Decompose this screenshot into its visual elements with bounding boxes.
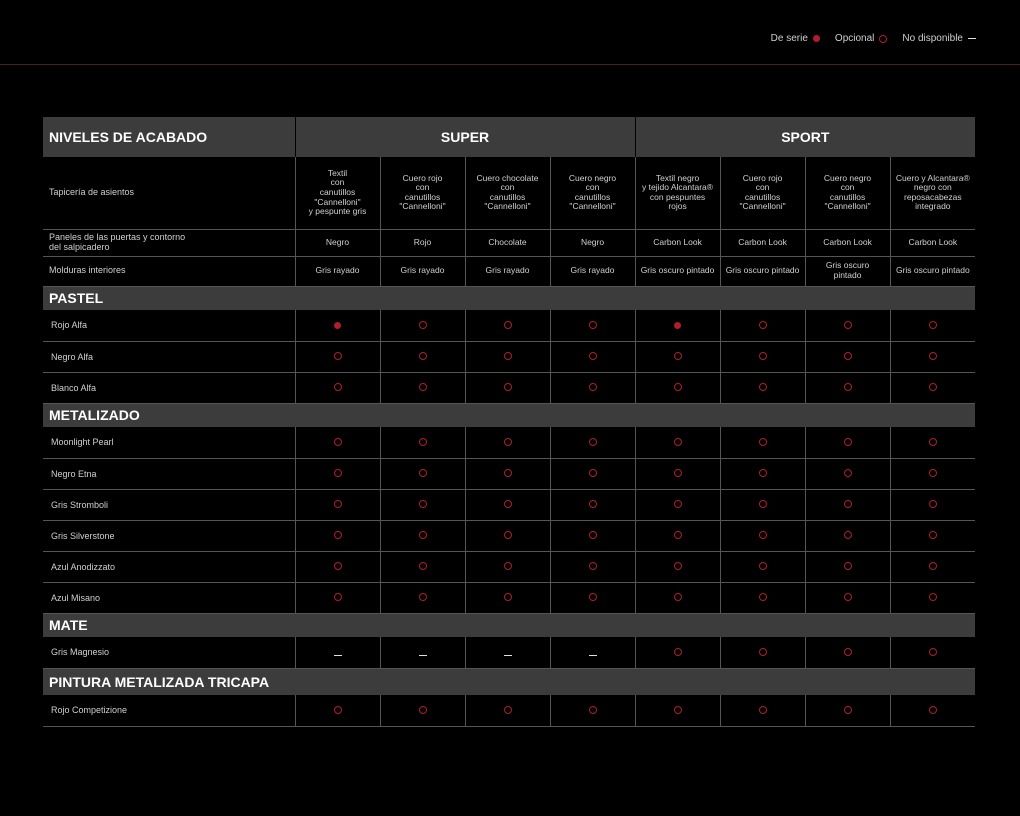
availability-cell <box>890 310 975 341</box>
attribute-value: Cuero rojo con canutillos "Cannelloni" <box>739 172 786 212</box>
optional-ring-icon <box>334 352 342 360</box>
availability-cell <box>295 520 380 551</box>
optional-ring-icon <box>674 352 682 360</box>
availability-cell <box>890 458 975 489</box>
attribute-value: Gris rayado <box>570 265 615 276</box>
availability-cell <box>550 341 635 372</box>
legend-standard <box>771 33 820 44</box>
section-title: MATE <box>43 613 975 637</box>
optional-ring-icon <box>419 593 427 601</box>
attribute-value: Chocolate <box>488 236 527 247</box>
attribute-value: Gris rayado <box>315 265 360 276</box>
availability-cell <box>635 372 720 403</box>
color-row <box>43 551 975 582</box>
color-row <box>43 582 975 613</box>
availability-cell <box>295 310 380 341</box>
optional-ring-icon <box>419 438 427 446</box>
unavailable-dash-icon <box>589 655 597 657</box>
availability-cell <box>805 582 890 613</box>
optional-ring-icon <box>419 352 427 360</box>
attribute-label <box>43 256 295 286</box>
section-title: PINTURA METALIZADA TRICAPA <box>43 668 975 695</box>
color-name: Negro Etna <box>43 458 295 489</box>
optional-ring-icon <box>759 383 767 391</box>
attribute-value: Gris oscuro pintado <box>725 265 800 276</box>
availability-cell <box>720 310 805 341</box>
color-name: Blanco Alfa <box>43 372 295 403</box>
attribute-value-cell <box>805 229 890 256</box>
availability-cell <box>635 695 720 726</box>
availability-cell <box>720 520 805 551</box>
attribute-row <box>43 256 975 286</box>
attribute-value-cell <box>465 229 550 256</box>
optional-ring-icon <box>419 469 427 477</box>
optional-ring-icon <box>589 321 597 329</box>
optional-ring-icon <box>504 706 512 714</box>
color-row <box>43 458 975 489</box>
availability-cell <box>295 489 380 520</box>
availability-cell <box>550 551 635 582</box>
attribute-value: Gris rayado <box>400 265 445 276</box>
availability-cell <box>380 582 465 613</box>
availability-cell <box>635 637 720 668</box>
color-name: Rojo Alfa <box>43 310 295 341</box>
availability-cell <box>465 489 550 520</box>
sport-heading: SPORT <box>635 117 975 157</box>
color-row <box>43 341 975 372</box>
header-divider <box>0 64 1020 65</box>
optional-ring-icon <box>589 383 597 391</box>
unavailable-dash-icon <box>419 655 427 657</box>
attribute-value-cell <box>380 256 465 286</box>
availability-cell <box>295 582 380 613</box>
table-header-row <box>43 117 975 157</box>
availability-cell <box>465 427 550 458</box>
optional-ring-icon <box>504 438 512 446</box>
color-name: Moonlight Pearl <box>43 427 295 458</box>
availability-cell <box>295 427 380 458</box>
availability-cell <box>380 372 465 403</box>
optional-ring-icon <box>844 648 852 656</box>
section-header-row <box>43 668 975 695</box>
optional-ring-icon <box>504 562 512 570</box>
color-name: Rojo Competizione <box>43 695 295 726</box>
attribute-value-cell <box>720 256 805 286</box>
availability-cell <box>805 695 890 726</box>
attribute-value-cell <box>635 256 720 286</box>
availability-cell <box>550 372 635 403</box>
optional-ring-icon <box>674 648 682 656</box>
availability-cell <box>465 310 550 341</box>
optional-ring-icon <box>759 648 767 656</box>
optional-ring-icon <box>759 500 767 508</box>
optional-ring-icon <box>929 352 937 360</box>
levels-heading: NIVELES DE ACABADO <box>43 117 295 157</box>
availability-cell <box>890 582 975 613</box>
availability-cell <box>805 520 890 551</box>
availability-cell <box>890 695 975 726</box>
optional-ring-icon <box>759 531 767 539</box>
optional-ring-icon <box>334 500 342 508</box>
availability-cell <box>550 520 635 551</box>
optional-ring-icon <box>589 352 597 360</box>
optional-ring-icon <box>589 500 597 508</box>
availability-cell <box>720 427 805 458</box>
availability-cell <box>465 582 550 613</box>
attribute-value: Textil negro y tejido Alcantara® con pespuntes rojos <box>642 172 714 212</box>
optional-ring-icon <box>929 321 937 329</box>
availability-cell <box>635 427 720 458</box>
availability-cell <box>550 458 635 489</box>
legend-unavailable <box>902 33 976 44</box>
optional-ring-icon <box>674 438 682 446</box>
optional-ring-icon <box>844 500 852 508</box>
optional-ring-icon <box>334 438 342 446</box>
availability-cell <box>720 551 805 582</box>
color-row <box>43 372 975 403</box>
optional-ring-icon <box>674 383 682 391</box>
section-title: METALIZADO <box>43 403 975 427</box>
availability-cell <box>890 520 975 551</box>
super-heading: SUPER <box>295 117 635 157</box>
attribute-value-cell <box>550 157 635 229</box>
attribute-value-cell <box>380 157 465 229</box>
legend-unavailable-label: No disponible <box>902 33 963 44</box>
availability-cell <box>295 637 380 668</box>
attribute-value-cell <box>295 256 380 286</box>
attribute-value: Negro <box>325 236 350 247</box>
color-name: Gris Silverstone <box>43 520 295 551</box>
optional-ring-icon <box>419 706 427 714</box>
availability-cell <box>380 551 465 582</box>
availability-cell <box>550 695 635 726</box>
color-name: Negro Alfa <box>43 341 295 372</box>
availability-cell <box>890 551 975 582</box>
attribute-value-cell <box>890 157 975 229</box>
optional-ring-icon <box>844 383 852 391</box>
optional-ring-icon <box>929 383 937 391</box>
optional-ring-icon <box>334 469 342 477</box>
color-row <box>43 695 975 726</box>
optional-ring-icon <box>844 531 852 539</box>
color-name: Azul Misano <box>43 582 295 613</box>
optional-ring-icon <box>929 562 937 570</box>
availability-cell <box>805 458 890 489</box>
unavailable-dash-icon <box>968 38 976 40</box>
attribute-label-text: Tapicería de asientos <box>49 186 135 197</box>
optional-ring-icon <box>334 531 342 539</box>
attribute-value-cell <box>295 157 380 229</box>
attribute-value-cell <box>635 229 720 256</box>
attribute-value-cell <box>465 256 550 286</box>
attribute-value: Cuero chocolate con canutillos "Cannelloni" <box>476 172 539 212</box>
section-header-row <box>43 403 975 427</box>
attribute-value: Textil con canutillos "Cannelloni" y pespunte gris <box>308 167 367 217</box>
color-name: Azul Anodizzato <box>43 551 295 582</box>
standard-dot-icon <box>334 322 341 329</box>
availability-cell <box>635 341 720 372</box>
optional-ring-icon <box>929 438 937 446</box>
optional-ring-icon <box>504 469 512 477</box>
optional-ring-icon <box>589 469 597 477</box>
optional-ring-icon <box>759 438 767 446</box>
availability-cell <box>720 372 805 403</box>
availability-cell <box>720 637 805 668</box>
availability-cell <box>550 489 635 520</box>
attribute-value: Cuero y Alcantara® negro con reposacabezas integrado <box>895 172 970 212</box>
optional-ring-icon <box>334 562 342 570</box>
optional-ring-icon <box>334 706 342 714</box>
availability-cell <box>720 582 805 613</box>
attribute-value: Gris oscuro pintado <box>825 260 870 280</box>
legend <box>771 33 976 44</box>
optional-ring-icon <box>589 593 597 601</box>
attribute-value-cell <box>295 229 380 256</box>
attribute-value-cell <box>805 157 890 229</box>
optional-ring-icon <box>759 469 767 477</box>
availability-cell <box>295 695 380 726</box>
optional-ring-icon <box>929 469 937 477</box>
availability-cell <box>380 427 465 458</box>
availability-cell <box>550 310 635 341</box>
section-title: PASTEL <box>43 286 975 310</box>
availability-cell <box>380 637 465 668</box>
availability-cell <box>805 372 890 403</box>
availability-cell <box>720 695 805 726</box>
availability-cell <box>380 341 465 372</box>
availability-cell <box>805 310 890 341</box>
optional-ring-icon <box>759 593 767 601</box>
availability-cell <box>550 582 635 613</box>
optional-ring-icon <box>419 321 427 329</box>
optional-ring-icon <box>589 706 597 714</box>
attribute-value: Cuero negro con canutillos "Cannelloni" <box>823 172 872 212</box>
optional-ring-icon <box>334 593 342 601</box>
color-row <box>43 489 975 520</box>
optional-ring-icon <box>929 593 937 601</box>
attribute-value: Negro <box>580 236 605 247</box>
color-row <box>43 310 975 341</box>
availability-cell <box>295 458 380 489</box>
optional-ring-icon <box>844 438 852 446</box>
attribute-label-text: Paneles de las puertas y contorno del salpicadero <box>49 231 186 252</box>
availability-cell <box>465 458 550 489</box>
optional-ring-icon <box>674 531 682 539</box>
availability-cell <box>635 551 720 582</box>
optional-ring-icon <box>844 706 852 714</box>
attribute-value-cell <box>720 229 805 256</box>
optional-ring-icon <box>759 321 767 329</box>
attribute-value-cell <box>465 157 550 229</box>
attribute-value-cell <box>890 256 975 286</box>
optional-ring-icon <box>879 35 887 43</box>
optional-ring-icon <box>674 469 682 477</box>
availability-cell <box>635 310 720 341</box>
section-header-row <box>43 286 975 310</box>
availability-cell <box>380 489 465 520</box>
availability-cell <box>890 427 975 458</box>
attribute-value-cell <box>550 229 635 256</box>
color-row <box>43 637 975 668</box>
optional-ring-icon <box>504 500 512 508</box>
color-name: Gris Magnesio <box>43 637 295 668</box>
attribute-value: Gris oscuro pintado <box>640 265 715 276</box>
availability-cell <box>890 637 975 668</box>
optional-ring-icon <box>334 383 342 391</box>
optional-ring-icon <box>674 593 682 601</box>
legend-optional-label: Opcional <box>834 33 875 44</box>
attribute-value-cell <box>805 256 890 286</box>
availability-cell <box>805 551 890 582</box>
availability-cell <box>805 341 890 372</box>
availability-cell <box>720 489 805 520</box>
color-row <box>43 427 975 458</box>
optional-ring-icon <box>589 562 597 570</box>
attribute-value: Carbon Look <box>823 236 872 247</box>
optional-ring-icon <box>929 648 937 656</box>
optional-ring-icon <box>929 706 937 714</box>
availability-cell <box>380 695 465 726</box>
availability-cell <box>720 458 805 489</box>
attribute-value: Gris oscuro pintado <box>895 265 970 276</box>
optional-ring-icon <box>844 321 852 329</box>
attribute-row <box>43 229 975 256</box>
optional-ring-icon <box>419 500 427 508</box>
optional-ring-icon <box>844 352 852 360</box>
attribute-value: Gris rayado <box>485 265 530 276</box>
attribute-value: Cuero rojo con canutillos "Cannelloni" <box>399 172 446 212</box>
optional-ring-icon <box>929 531 937 539</box>
availability-cell <box>465 520 550 551</box>
availability-cell <box>550 427 635 458</box>
optional-ring-icon <box>589 531 597 539</box>
availability-cell <box>720 341 805 372</box>
attribute-value-cell <box>635 157 720 229</box>
availability-cell <box>890 372 975 403</box>
standard-dot-icon <box>674 322 681 329</box>
optional-ring-icon <box>759 706 767 714</box>
optional-ring-icon <box>844 469 852 477</box>
availability-cell <box>295 341 380 372</box>
attribute-row <box>43 157 975 229</box>
optional-ring-icon <box>504 352 512 360</box>
optional-ring-icon <box>504 593 512 601</box>
availability-cell <box>465 695 550 726</box>
attribute-label-text: Molduras interiores <box>49 265 126 276</box>
attribute-value-cell <box>550 256 635 286</box>
availability-cell <box>635 489 720 520</box>
optional-ring-icon <box>674 500 682 508</box>
optional-ring-icon <box>504 321 512 329</box>
optional-ring-icon <box>419 383 427 391</box>
trim-spec-table <box>43 117 975 727</box>
optional-ring-icon <box>844 593 852 601</box>
availability-cell <box>805 489 890 520</box>
unavailable-dash-icon <box>334 655 342 657</box>
availability-cell <box>295 372 380 403</box>
attribute-value: Cuero negro con canutillos "Cannelloni" <box>568 172 617 212</box>
attribute-value: Carbon Look <box>653 236 702 247</box>
optional-ring-icon <box>419 531 427 539</box>
standard-dot-icon <box>813 35 820 42</box>
availability-cell <box>465 341 550 372</box>
color-name: Gris Stromboli <box>43 489 295 520</box>
optional-ring-icon <box>504 383 512 391</box>
attribute-value-cell <box>890 229 975 256</box>
optional-ring-icon <box>674 562 682 570</box>
availability-cell <box>295 551 380 582</box>
availability-cell <box>890 341 975 372</box>
availability-cell <box>635 458 720 489</box>
legend-optional <box>835 33 887 44</box>
optional-ring-icon <box>844 562 852 570</box>
availability-cell <box>465 637 550 668</box>
attribute-value: Carbon Look <box>738 236 787 247</box>
attribute-value-cell <box>380 229 465 256</box>
availability-cell <box>805 427 890 458</box>
attribute-value: Carbon Look <box>908 236 958 247</box>
availability-cell <box>380 458 465 489</box>
availability-cell <box>380 520 465 551</box>
section-header-row <box>43 613 975 637</box>
availability-cell <box>635 582 720 613</box>
optional-ring-icon <box>419 562 427 570</box>
color-row <box>43 520 975 551</box>
availability-cell <box>465 551 550 582</box>
optional-ring-icon <box>929 500 937 508</box>
optional-ring-icon <box>589 438 597 446</box>
availability-cell <box>635 520 720 551</box>
availability-cell <box>465 372 550 403</box>
availability-cell <box>890 489 975 520</box>
optional-ring-icon <box>674 706 682 714</box>
availability-cell <box>380 310 465 341</box>
attribute-value: Rojo <box>413 236 432 247</box>
availability-cell <box>550 637 635 668</box>
optional-ring-icon <box>759 352 767 360</box>
optional-ring-icon <box>504 531 512 539</box>
attribute-value-cell <box>720 157 805 229</box>
availability-cell <box>805 637 890 668</box>
unavailable-dash-icon <box>504 655 512 657</box>
attribute-label <box>43 157 295 229</box>
legend-standard-label: De serie <box>770 33 808 44</box>
optional-ring-icon <box>759 562 767 570</box>
attribute-label <box>43 229 295 256</box>
